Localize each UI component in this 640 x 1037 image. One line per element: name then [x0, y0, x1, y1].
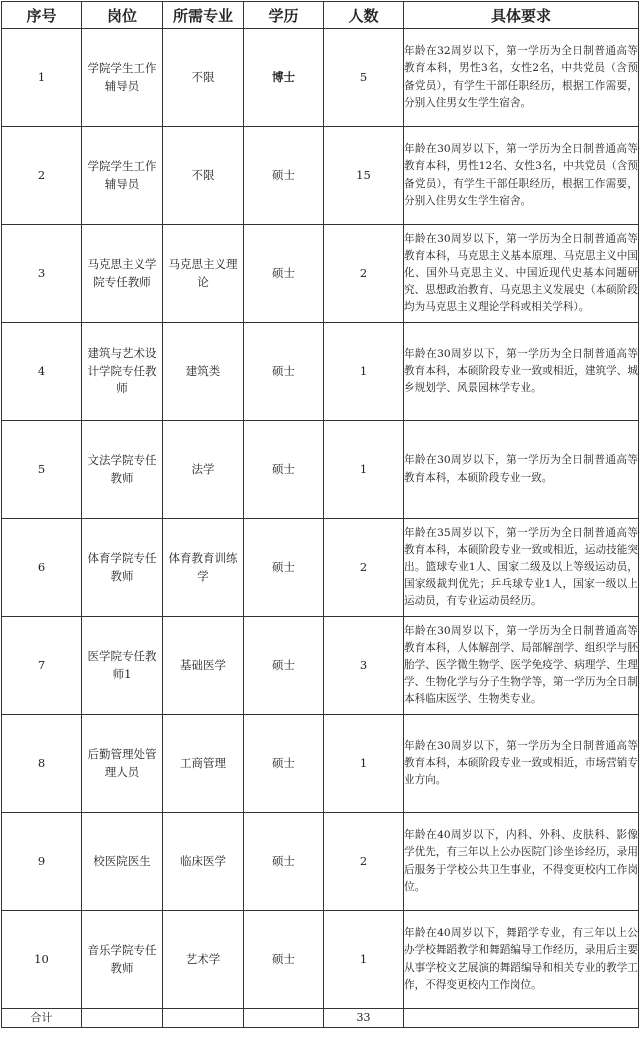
cell-requirements: 年龄在32周岁以下，第一学历为全日制普通高等教育本科，男性3名，女性2名，中共党员（含预备党员），有学生干部任职经历，根据工作需要，分别入住男女生学生宿舍。 [404, 29, 639, 127]
cell-no: 8 [2, 715, 82, 813]
recruitment-table [1, 1, 639, 1028]
cell-degree: 硕士 [244, 225, 324, 323]
cell-major: 马克思主义理论 [163, 225, 244, 323]
cell-requirements: 年龄在30周岁以下，第一学历为全日制普通高等教育本科，本硕阶段专业一致或相近，建筑学、城乡规划学、风景园林学专业。 [404, 323, 639, 421]
cell-degree: 硕士 [244, 617, 324, 715]
cell-degree: 硕士 [244, 715, 324, 813]
cell-requirements: 年龄在30周岁以下，第一学历为全日制普通高等教育本科，马克思主义基本原理、马克思主义中国化、国外马克思主义、中国近现代史基本问题研究、思想政治教育、马克思主义发展史（本硕阶段均为马克思主义理论学科或相关学科）。 [404, 225, 639, 323]
table-row [2, 617, 639, 715]
cell-requirements: 年龄在35周岁以下，第一学历为全日制普通高等教育本科，本硕阶段专业一致或相近，运动技能突出。篮球专业1人、国家二级及以上等级运动员，国家级裁判优先；乒乓球专业1人，国家一级以上运动员，有专业运动员经历。 [404, 519, 639, 617]
cell-no: 9 [2, 813, 82, 911]
total-empty [244, 1009, 324, 1028]
total-label: 合计 [2, 1009, 82, 1028]
cell-position: 校医院医生 [82, 813, 163, 911]
cell-position: 后勤管理处管理人员 [82, 715, 163, 813]
cell-degree: 硕士 [244, 127, 324, 225]
header-major: 所需专业 [163, 2, 244, 29]
cell-count: 1 [324, 421, 404, 519]
cell-requirements: 年龄在40周岁以下，舞蹈学专业，有三年以上公办学校舞蹈教学和舞蹈编导工作经历，录用后主要从事学校文艺展演的舞蹈编导和相关专业的教学工作，不得变更校内工作岗位。 [404, 911, 639, 1009]
total-count: 33 [324, 1009, 404, 1028]
table-row [2, 225, 639, 323]
cell-no: 5 [2, 421, 82, 519]
header-no: 序号 [2, 2, 82, 29]
cell-position: 建筑与艺术设计学院专任教师 [82, 323, 163, 421]
cell-position: 学院学生工作辅导员 [82, 29, 163, 127]
header-row [2, 2, 639, 29]
cell-position: 医学院专任教师1 [82, 617, 163, 715]
cell-count: 3 [324, 617, 404, 715]
total-empty [163, 1009, 244, 1028]
cell-no: 3 [2, 225, 82, 323]
header-degree: 学历 [244, 2, 324, 29]
cell-count: 1 [324, 911, 404, 1009]
cell-major: 不限 [163, 29, 244, 127]
cell-count: 1 [324, 323, 404, 421]
table-row [2, 421, 639, 519]
header-requirements: 具体要求 [404, 2, 639, 29]
cell-no: 6 [2, 519, 82, 617]
cell-major: 不限 [163, 127, 244, 225]
cell-position: 音乐学院专任教师 [82, 911, 163, 1009]
cell-count: 2 [324, 225, 404, 323]
total-empty [82, 1009, 163, 1028]
cell-requirements: 年龄在30周岁以下，第一学历为全日制普通高等教育本科，本硕阶段专业一致或相近，市场营销专业方向。 [404, 715, 639, 813]
cell-degree: 博士 [244, 29, 324, 127]
cell-requirements: 年龄在30周岁以下，第一学历为全日制普通高等教育本科，男性12名、女性3名，中共党员（含预备党员），有学生干部任职经历，根据工作需要，分别入住男女生学生宿舍。 [404, 127, 639, 225]
table-row [2, 519, 639, 617]
total-empty [404, 1009, 639, 1028]
header-position: 岗位 [82, 2, 163, 29]
cell-no: 1 [2, 29, 82, 127]
cell-major: 临床医学 [163, 813, 244, 911]
cell-position: 文法学院专任教师 [82, 421, 163, 519]
cell-position: 体育学院专任教师 [82, 519, 163, 617]
cell-major: 基础医学 [163, 617, 244, 715]
cell-degree: 硕士 [244, 519, 324, 617]
header-count: 人数 [324, 2, 404, 29]
cell-degree: 硕士 [244, 911, 324, 1009]
table-row [2, 29, 639, 127]
cell-requirements: 年龄在30周岁以下，第一学历为全日制普通高等教育本科，人体解剖学、局部解剖学、组织学与胚胎学、医学微生物学、医学免疫学、病理学、生理学、生物化学与分子生物学等，第一学历为全日制本科临床医学、生物类专业。 [404, 617, 639, 715]
cell-requirements: 年龄在40周岁以下，内科、外科、皮肤科、影像学优先，有三年以上公办医院门诊坐诊经历，录用后服务于学校公共卫生事业，不得变更校内工作岗位。 [404, 813, 639, 911]
cell-major: 艺术学 [163, 911, 244, 1009]
cell-requirements: 年龄在30周岁以下，第一学历为全日制普通高等教育本科，本硕阶段专业一致。 [404, 421, 639, 519]
cell-major: 建筑类 [163, 323, 244, 421]
cell-degree: 硕士 [244, 323, 324, 421]
cell-degree: 硕士 [244, 813, 324, 911]
cell-count: 2 [324, 813, 404, 911]
table-row [2, 715, 639, 813]
cell-major: 工商管理 [163, 715, 244, 813]
total-row [2, 1009, 639, 1028]
cell-count: 15 [324, 127, 404, 225]
cell-position: 学院学生工作辅导员 [82, 127, 163, 225]
cell-no: 10 [2, 911, 82, 1009]
cell-no: 2 [2, 127, 82, 225]
cell-major: 法学 [163, 421, 244, 519]
cell-count: 5 [324, 29, 404, 127]
table-row [2, 813, 639, 911]
cell-degree: 硕士 [244, 421, 324, 519]
cell-count: 1 [324, 715, 404, 813]
cell-count: 2 [324, 519, 404, 617]
cell-position: 马克思主义学院专任教师 [82, 225, 163, 323]
table-row [2, 323, 639, 421]
cell-no: 4 [2, 323, 82, 421]
table-row [2, 911, 639, 1009]
cell-major: 体育教育训练学 [163, 519, 244, 617]
cell-no: 7 [2, 617, 82, 715]
table-row [2, 127, 639, 225]
